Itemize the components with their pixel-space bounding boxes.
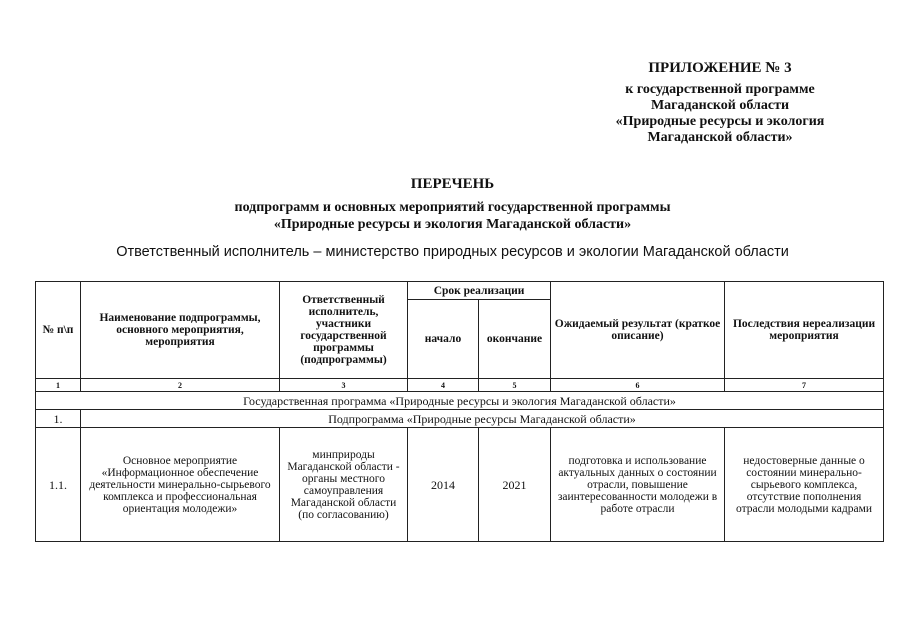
header-name: Наименование подпрограммы, основного мероприятия, мероприятия [81,282,280,379]
appendix-line-4: Магаданской области» [647,130,793,145]
col-number: 5 [479,379,551,392]
row-num: 1.1. [36,428,81,542]
col-number: 4 [408,379,479,392]
table-row [36,428,884,542]
subprogram-title: Подпрограмма «Природные ресурсы Магаданской области» [81,410,884,428]
header-consequences: Последствия нереализации мероприятия [725,282,884,379]
measures-table [35,281,884,542]
col-number: 3 [280,379,408,392]
subprogram-num: 1. [36,410,81,428]
col-number: 2 [81,379,280,392]
header-start: начало [408,300,479,379]
program-row [36,392,884,410]
appendix-line-3: «Природные ресурсы и экология [615,114,825,129]
row-result: подготовка и использование актуальных данных о состоянии отрасли, повышение заинтересованности молодежи в работе отрасли [551,428,725,542]
column-number-row [36,379,884,392]
list-subtitle-1: подпрограмм и основных мероприятий государственной программы [234,200,671,215]
appendix-title: ПРИЛОЖЕНИЕ № 3 [648,60,792,76]
list-heading [0,176,905,233]
appendix-line-2: Магаданской области [650,98,790,113]
appendix-line-1: к государственной программе [625,82,815,97]
row-name: Основное мероприятие «Информационное обеспечение деятельности минерально-сырьевого комплекса и профессиональная ориентация молодежи» [81,428,280,542]
header-result: Ожидаемый результат (краткое описание) [551,282,725,379]
col-number: 6 [551,379,725,392]
header-num: № п\п [36,282,81,379]
row-start: 2014 [408,428,479,542]
program-title: Государственная программа «Природные ресурсы и экология Магаданской области» [36,392,884,410]
list-subtitle-2: «Природные ресурсы и экология Магаданской области» [273,217,632,232]
row-executor: минприроды Магаданской области - органы местного самоуправления Магаданской области (по согласованию) [280,428,408,542]
header-executor: Ответственный исполнитель, участники государственной программы (подпрограммы) [280,282,408,379]
col-number: 7 [725,379,884,392]
appendix-block [560,60,880,146]
responsible-executor: Ответственный исполнитель – министерство природных ресурсов и экологии Магаданской области [116,244,789,260]
row-end: 2021 [479,428,551,542]
row-consequences: недостоверные данные о состоянии минерально-сырьевого комплекса, отсутствие пополнения отрасли молодыми кадрами [725,428,884,542]
header-row-1 [36,282,884,300]
header-end: окончание [479,300,551,379]
header-period: Срок реализации [408,282,551,300]
subprogram-row [36,410,884,428]
col-number: 1 [36,379,81,392]
list-title: ПЕРЕЧЕНЬ [410,176,495,192]
